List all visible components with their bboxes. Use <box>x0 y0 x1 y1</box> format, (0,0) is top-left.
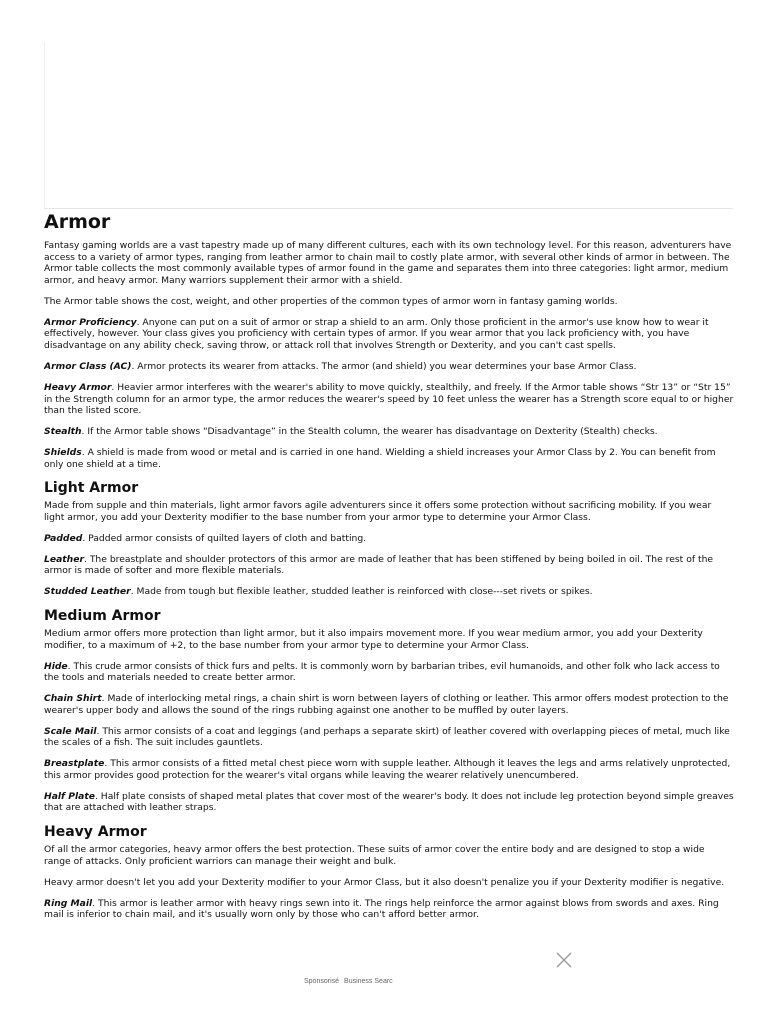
close-ad-button[interactable] <box>555 951 573 969</box>
term-paragraph: Armor Proficiency. Anyone can put on a suit of armor or strap a shield to an arm. Only those proficient in the armor's use know how to wear it effectively, however. Your class gives you proficiency with certain types of armor. If you wear armor that you lack proficiency with, you have disadvantage on any ability check, saving throw, or attack roll that involves Strength or Dexterity, and you can't cast spells. <box>44 316 709 351</box>
term-label: Padded <box>44 532 83 544</box>
section-intro: Medium armor offers more protection than light armor, but it also impairs movement more. If you wear medium armor, you add your Dexterity modifier, to a maximum of +2, to the base number from your armor type to determine your Armor Class. <box>44 627 703 651</box>
term-label: Breastplate <box>44 758 105 770</box>
close-icon <box>555 951 573 969</box>
section-intro: Made from supple and thin materials, light armor favors agile adventurers since it offers some protection without sacrificing mobility. If you wear light armor, you add your Dexterity modifier to the base number from your armor type to determine your Armor Class. <box>44 500 712 523</box>
term-paragraph: Studded Leather. Made from tough but flexible leather, studded leather is reinforced with close---set rivets or spikes. <box>44 586 593 598</box>
term-paragraph: Hide. This crude armor consists of thick furs and pelts. It is commonly worn by barbarian tribes, evil humanoids, and other folk who lack access to the tools and materials needed to create better armor. <box>44 660 720 684</box>
term-label: Half Plate <box>44 790 95 802</box>
term-paragraph: Scale Mail. This armor consists of a coat and leggings (and perhaps a separate skirt) of leather covered with overlapping pieces of metal, much like the scales of a fish. The suit includes gauntlets. <box>44 725 730 749</box>
term-label: Studded Leather <box>44 586 131 598</box>
section-heading-medium-armor: Medium Armor <box>44 607 161 624</box>
term-paragraph: Half Plate. Half plate consists of shaped metal plates that cover most of the wearer's body. It does not include leg protection beyond simple greaves that are attached with leather straps. <box>44 790 734 814</box>
term-label: Ring Mail <box>44 897 93 909</box>
section-heading-heavy-armor: Heavy Armor <box>44 824 147 841</box>
ad-banner-top <box>44 42 733 209</box>
intro-paragraph: The Armor table shows the cost, weight, and other properties of the common types of armor worn in fantasy gaming worlds. <box>44 295 618 307</box>
term-paragraph: Breastplate. This armor consists of a fitted metal chest piece worn with supple leather. Although it leaves the legs and arms relatively unprotected, this armor provides good protection for the wearer's vital organs while leaving the wearer relatively unencumbered. <box>44 758 731 781</box>
term-label: Shields <box>44 447 82 459</box>
term-label: Hide <box>44 660 68 672</box>
term-paragraph: Heavy Armor. Heavier armor interferes with the wearer's ability to move quickly, stealthily, and freely. If the Armor table shows “Str 13” or “Str 15” in the Strength column for an armor type, the armor reduces the wearer's speed by 10 feet unless the wearer has a Strength score equal to or higher than the listed score. <box>44 381 734 417</box>
section-intro: Heavy armor doesn't let you add your Dexterity modifier to your Armor Class, but it also doesn't penalize you if your Dexterity modifier is negative. <box>44 876 725 888</box>
term-paragraph: Padded. Padded armor consists of quilted layers of cloth and batting. <box>44 532 367 544</box>
sponsored-label: Sponsorisé <box>304 978 340 985</box>
ad-label[interactable] <box>304 978 398 985</box>
term-paragraph: Ring Mail. This armor is leather armor with heavy rings sewn into it. The rings help reinforce the armor against blows from swords and axes. Ring mail is inferior to chain mail, and it's usually worn only by those who can't afford better armor. <box>44 897 719 921</box>
term-label: Scale Mail <box>44 725 97 737</box>
page-title: Armor <box>44 211 111 233</box>
section-heading-light-armor: Light Armor <box>44 480 139 497</box>
ad-link-text[interactable]: Business Searc <box>344 978 393 985</box>
term-label: Chain Shirt <box>44 693 102 705</box>
term-paragraph: Armor Class (AC). Armor protects its wearer from attacks. The armor (and shield) you wear determines your base Armor Class. <box>44 360 637 372</box>
term-label: Armor Proficiency <box>44 316 137 328</box>
term-label: Leather <box>44 553 84 565</box>
term-label: Stealth <box>44 426 82 438</box>
intro-paragraph: Fantasy gaming worlds are a vast tapestry made up of many different cultures, each with its own technology level. For this reason, adventurers have access to a variety of armor types, ranging from leather armor to chain mail to costly plate armor, with several other kinds of armor in between. The Armor table collects the most commonly available types of armor found in the game and separates them into three categories: light armor, medium armor, and heavy armor. Many warriors supplement their armor with a shield. <box>44 240 732 286</box>
term-label: Heavy Armor <box>44 381 112 393</box>
article-content <box>44 209 734 930</box>
section-intro: Of all the armor categories, heavy armor offers the best protection. These suits of armor cover the entire body and are designed to stop a wide range of attacks. Only proficient warriors can manage their weight and bulk. <box>44 844 705 867</box>
term-paragraph: Chain Shirt. Made of interlocking metal rings, a chain shirt is worn between layers of clothing or leather. This armor offers modest protection to the wearer's upper body and allows the sound of the rings rubbing against one another to be muffled by outer layers. <box>44 693 729 716</box>
term-label: Armor Class (AC) <box>44 360 132 372</box>
term-paragraph: Leather. The breastplate and shoulder protectors of this armor are made of leather that has been stiffened by being boiled in oil. The rest of the armor is made of softer and more flexible materials. <box>44 553 714 577</box>
ad-banner-bottom <box>0 930 768 1024</box>
term-paragraph: Stealth. If the Armor table shows “Disadvantage” in the Stealth column, the wearer has disadvantage on Dexterity (Stealth) checks. <box>44 426 658 438</box>
term-paragraph: Shields. A shield is made from wood or metal and is carried in one hand. Wielding a shield increases your Armor Class by 2. You can benefit from only one shield at a time. <box>44 447 716 470</box>
